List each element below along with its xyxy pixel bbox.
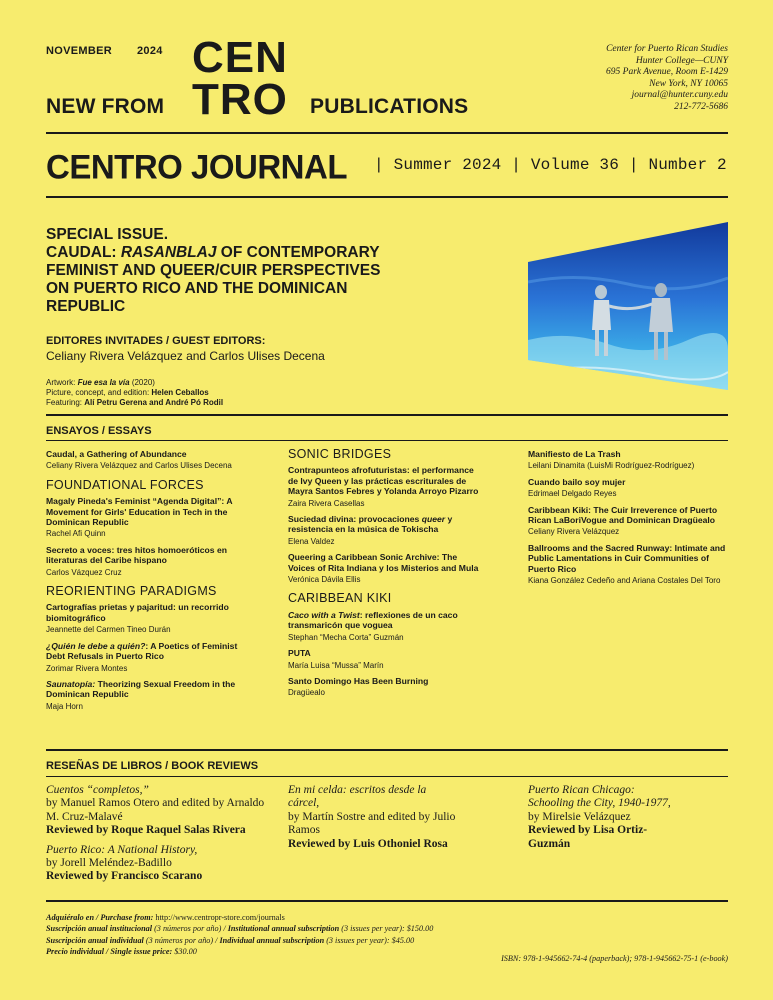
special-text: OF CONTEMPORARY bbox=[216, 244, 380, 261]
article-author: María Luisa “Mussa” Marín bbox=[288, 660, 384, 670]
category-heading: REORIENTING PARADIGMS bbox=[46, 584, 217, 599]
subscription-line bbox=[46, 923, 433, 934]
article-author: Leilani Dinamita (LuisMi Rodríguez-Rodríguez) bbox=[528, 461, 695, 471]
artwork-label: Artwork: bbox=[46, 378, 78, 387]
special-line: ON PUERTO RICO AND THE DOMINICAN bbox=[46, 280, 348, 297]
title-emphasis: ¿Quién le debe a quién? bbox=[46, 640, 146, 651]
isbn: ISBN: 978-1-945662-74-4 (paperback); 978-1-945662-75-1 (e-book) bbox=[501, 954, 728, 963]
sub-label: Individual annual subscription bbox=[219, 935, 325, 945]
essays-column-1 bbox=[46, 449, 252, 717]
article bbox=[46, 545, 252, 578]
sub-price: (3 issues per year): $45.00 bbox=[324, 935, 415, 945]
article-title: PUTA bbox=[288, 648, 311, 659]
credit-name: Helen Ceballos bbox=[151, 388, 209, 397]
book-title: Puerto Rico: A National History, bbox=[46, 843, 198, 856]
article-author: Zaira Rivera Casellas bbox=[288, 498, 365, 508]
article bbox=[528, 477, 728, 500]
article-author: Zorimar Rivera Montes bbox=[46, 663, 128, 673]
article bbox=[46, 449, 252, 472]
essays-column-2 bbox=[288, 449, 483, 704]
article bbox=[288, 552, 483, 585]
address-line: 695 Park Avenue, Room E-1429 bbox=[606, 67, 728, 78]
reviewer: Reviewed by Francisco Scarano bbox=[46, 870, 203, 883]
artwork-line bbox=[46, 398, 223, 408]
book-author: by Mirelsie Velázquez bbox=[528, 810, 631, 823]
book-author: by Jorell Meléndez-Badillo bbox=[46, 857, 172, 870]
article bbox=[46, 496, 252, 540]
review bbox=[46, 784, 266, 838]
sub-label: Institutional annual subscription bbox=[227, 924, 340, 934]
review bbox=[288, 784, 458, 851]
title-text: y resistencia en la música de Tokischa bbox=[288, 514, 453, 535]
title-text: Theorizing Sexual Freedom in the Dominican Republic bbox=[46, 678, 236, 700]
article bbox=[288, 465, 483, 509]
editors-label: EDITORES INVITADES / GUEST EDITORS: bbox=[46, 335, 266, 347]
special-issue-title bbox=[46, 226, 426, 316]
title-emphasis: Caco with a Twist bbox=[288, 609, 360, 620]
title-text: Suciedad divina: provocaciones bbox=[288, 514, 422, 525]
special-line: SPECIAL ISSUE. bbox=[46, 226, 169, 243]
article-author: Edrimael Delgado Reyes bbox=[528, 489, 617, 499]
article-author: Verónica Dávila Ellis bbox=[288, 575, 361, 585]
special-line: FEMINIST AND QUEER/CUIR PERSPECTIVES bbox=[46, 262, 381, 279]
journal-title: CENTRO JOURNAL bbox=[46, 147, 348, 186]
article-title: Santo Domingo Has Been Burning bbox=[288, 675, 429, 686]
book-title: Puerto Rican Chicago: Schooling the City, 1940-1977, bbox=[528, 784, 671, 810]
article-author: Jeannette del Carmen Tineo Durán bbox=[46, 625, 171, 635]
purchase-link[interactable]: http://www.centropr-store.com/journals bbox=[153, 913, 285, 922]
artwork-year: (2020) bbox=[129, 378, 155, 387]
artwork-credits bbox=[46, 378, 223, 408]
article bbox=[46, 641, 252, 674]
reviewer: Reviewed by Roque Raquel Salas Rivera bbox=[46, 824, 246, 837]
article bbox=[528, 505, 728, 538]
reviews-column-2 bbox=[288, 784, 458, 857]
divider bbox=[46, 749, 728, 751]
review bbox=[46, 844, 266, 884]
reviewer: Reviewed by Luis Othoniel Rosa bbox=[288, 837, 448, 850]
sub-price: (3 issues per year): $150.00 bbox=[339, 924, 434, 934]
article-title bbox=[288, 610, 483, 631]
reviewer: Reviewed by Lisa Ortiz-Guzmán bbox=[528, 824, 648, 850]
divider-thin bbox=[46, 776, 728, 777]
divider bbox=[46, 196, 728, 198]
address-line: Hunter College—CUNY bbox=[635, 55, 728, 66]
article-title: Ballrooms and the Sacred Runway: Intimate and Public Lamentations in Cuir Communities of Puerto Rico bbox=[528, 542, 726, 574]
essays-column-3 bbox=[528, 449, 728, 591]
divider-thin bbox=[46, 440, 728, 441]
article bbox=[528, 449, 728, 472]
book-author: by Martín Sostre and edited by Julio Ramos bbox=[288, 810, 456, 837]
special-emphasis: RASANBLAJ bbox=[120, 244, 217, 261]
address-line: New York, NY 10065 bbox=[649, 78, 728, 89]
article-author: Kiana González Cedeño and Ariana Costales Del Toro bbox=[528, 576, 721, 586]
special-line bbox=[46, 244, 426, 262]
reviews-column-1 bbox=[46, 784, 266, 890]
sub-label: Suscripción anual individual bbox=[46, 935, 144, 945]
journal-issue: | Summer 2024 | Volume 36 | Number 2 bbox=[374, 156, 727, 174]
category-heading: SONIC BRIDGES bbox=[288, 447, 392, 461]
article-author: Rachel Afi Quinn bbox=[46, 529, 106, 539]
article-title bbox=[46, 641, 252, 662]
article bbox=[288, 648, 483, 671]
article bbox=[288, 514, 483, 547]
editors-names: Celiany Rivera Velázquez and Carlos Ulises Decena bbox=[46, 349, 325, 363]
special-line: REPUBLIC bbox=[46, 298, 126, 315]
reviews-column-3 bbox=[528, 784, 678, 857]
article-title: Cartografías prietas y pajaritud: un recorrido biomitográfico bbox=[46, 602, 229, 623]
essays-label: ENSAYOS / ESSAYS bbox=[46, 425, 152, 437]
article-title bbox=[288, 514, 483, 535]
article bbox=[46, 679, 252, 712]
article-title: Contrapunteos afrofuturistas: el performance de Ivy Queen y las prácticas escriturales de Mayra Santos Febres y Yolanda Arroyo Pizarro bbox=[288, 465, 479, 497]
featuring-names: Alí Petru Gerena and André Pó Rodil bbox=[84, 398, 224, 407]
cover-artwork-image bbox=[528, 222, 728, 392]
article-title: Cuando bailo soy mujer bbox=[528, 476, 626, 487]
book-author: by Manuel Ramos Otero and edited by Arnaldo M. Cruz-Malavé bbox=[46, 797, 265, 823]
article-author: Celiany Rivera Velázquez and Carlos Ulises Decena bbox=[46, 461, 232, 471]
category-heading: FOUNDATIONAL FORCES bbox=[46, 477, 204, 492]
category-heading: CARIBBEAN KIKI bbox=[288, 591, 392, 606]
centro-logo-top: CEN bbox=[192, 33, 288, 82]
subscription-line bbox=[46, 935, 433, 946]
credit-label: Picture, concept, and edition: bbox=[46, 388, 152, 397]
single-price: $30.00 bbox=[172, 947, 197, 957]
address-email: journal@hunter.cuny.edu bbox=[631, 90, 728, 101]
title-emphasis: queer bbox=[421, 514, 446, 525]
article bbox=[528, 543, 728, 587]
title-text: : A Poetics of Feminist Debt Refusals in Puerto Rico bbox=[46, 640, 238, 662]
article-author: Celiany Rivera Velázquez bbox=[528, 527, 620, 537]
sub-note: (3 números por año) / bbox=[143, 935, 220, 945]
centro-logo-bottom: TRO bbox=[192, 75, 288, 124]
article bbox=[46, 602, 252, 635]
divider bbox=[46, 132, 728, 134]
article-author: Elena Valdez bbox=[288, 536, 335, 546]
issue-month: NOVEMBER bbox=[46, 45, 112, 57]
title-emphasis: Saunatopía: bbox=[46, 678, 96, 689]
article-title bbox=[46, 679, 252, 700]
publications-label: PUBLICATIONS bbox=[310, 95, 469, 118]
artwork-line bbox=[46, 388, 223, 398]
special-text: CAUDAL: bbox=[46, 244, 121, 261]
issue-year: 2024 bbox=[137, 45, 163, 57]
article-author: Carlos Vázquez Cruz bbox=[46, 567, 122, 577]
article-author: Dragüealo bbox=[288, 688, 325, 698]
purchase-line bbox=[46, 912, 433, 923]
purchase-info bbox=[46, 912, 433, 958]
new-from-label: NEW FROM bbox=[46, 95, 165, 118]
artwork-line bbox=[46, 378, 223, 388]
single-price-line bbox=[46, 946, 433, 957]
article-title: Queering a Caribbean Sonic Archive: The Voices of Rita Indiana y los Misterios and Mula bbox=[288, 552, 479, 573]
address-phone: 212-772-5686 bbox=[674, 101, 728, 112]
divider bbox=[46, 414, 728, 416]
reviews-label: RESEÑAS DE LIBROS / BOOK REVIEWS bbox=[46, 760, 259, 772]
article-author: Stephan “Mecha Corta” Guzmán bbox=[288, 632, 404, 642]
purchase-label: Adquiéralo en / Purchase from: bbox=[46, 913, 154, 922]
book-title: En mi celda: escritos desde la cárcel, bbox=[288, 784, 427, 810]
single-price-label: Precio individual / Single issue price: bbox=[46, 947, 173, 957]
divider bbox=[46, 900, 728, 902]
review bbox=[528, 784, 678, 851]
center-address bbox=[606, 44, 728, 114]
article-title: Secreto a voces: tres hitos homoeróticos en literaturas del Caribe hispano bbox=[46, 544, 228, 566]
article bbox=[288, 610, 483, 643]
article-title: Magaly Pineda's Feminist “Agenda Digital”: A Movement for Girls' Education in Tech in the Dominican Republic bbox=[46, 496, 233, 528]
sub-note: (3 números por año) / bbox=[152, 924, 228, 934]
title-text: : reflexiones de un caco transmaricón que voguea bbox=[288, 609, 458, 631]
article-author: Maja Horn bbox=[46, 701, 83, 711]
featuring-label: Featuring: bbox=[46, 398, 85, 407]
article-title: Caribbean Kiki: The Cuir Irreverence of Puerto Rican LaBoriVogue and Dominican Dragüealo bbox=[528, 504, 718, 526]
article bbox=[288, 676, 483, 699]
book-title: Cuentos “completos,” bbox=[46, 784, 149, 796]
article-title: Manifiesto de La Trash bbox=[528, 449, 621, 459]
artwork-title: Fue esa la vía bbox=[77, 378, 130, 387]
article-title: Caudal, a Gathering of Abundance bbox=[46, 449, 187, 459]
sub-label: Suscripción anual institucional bbox=[46, 924, 153, 934]
address-line: Center for Puerto Rican Studies bbox=[606, 44, 728, 54]
